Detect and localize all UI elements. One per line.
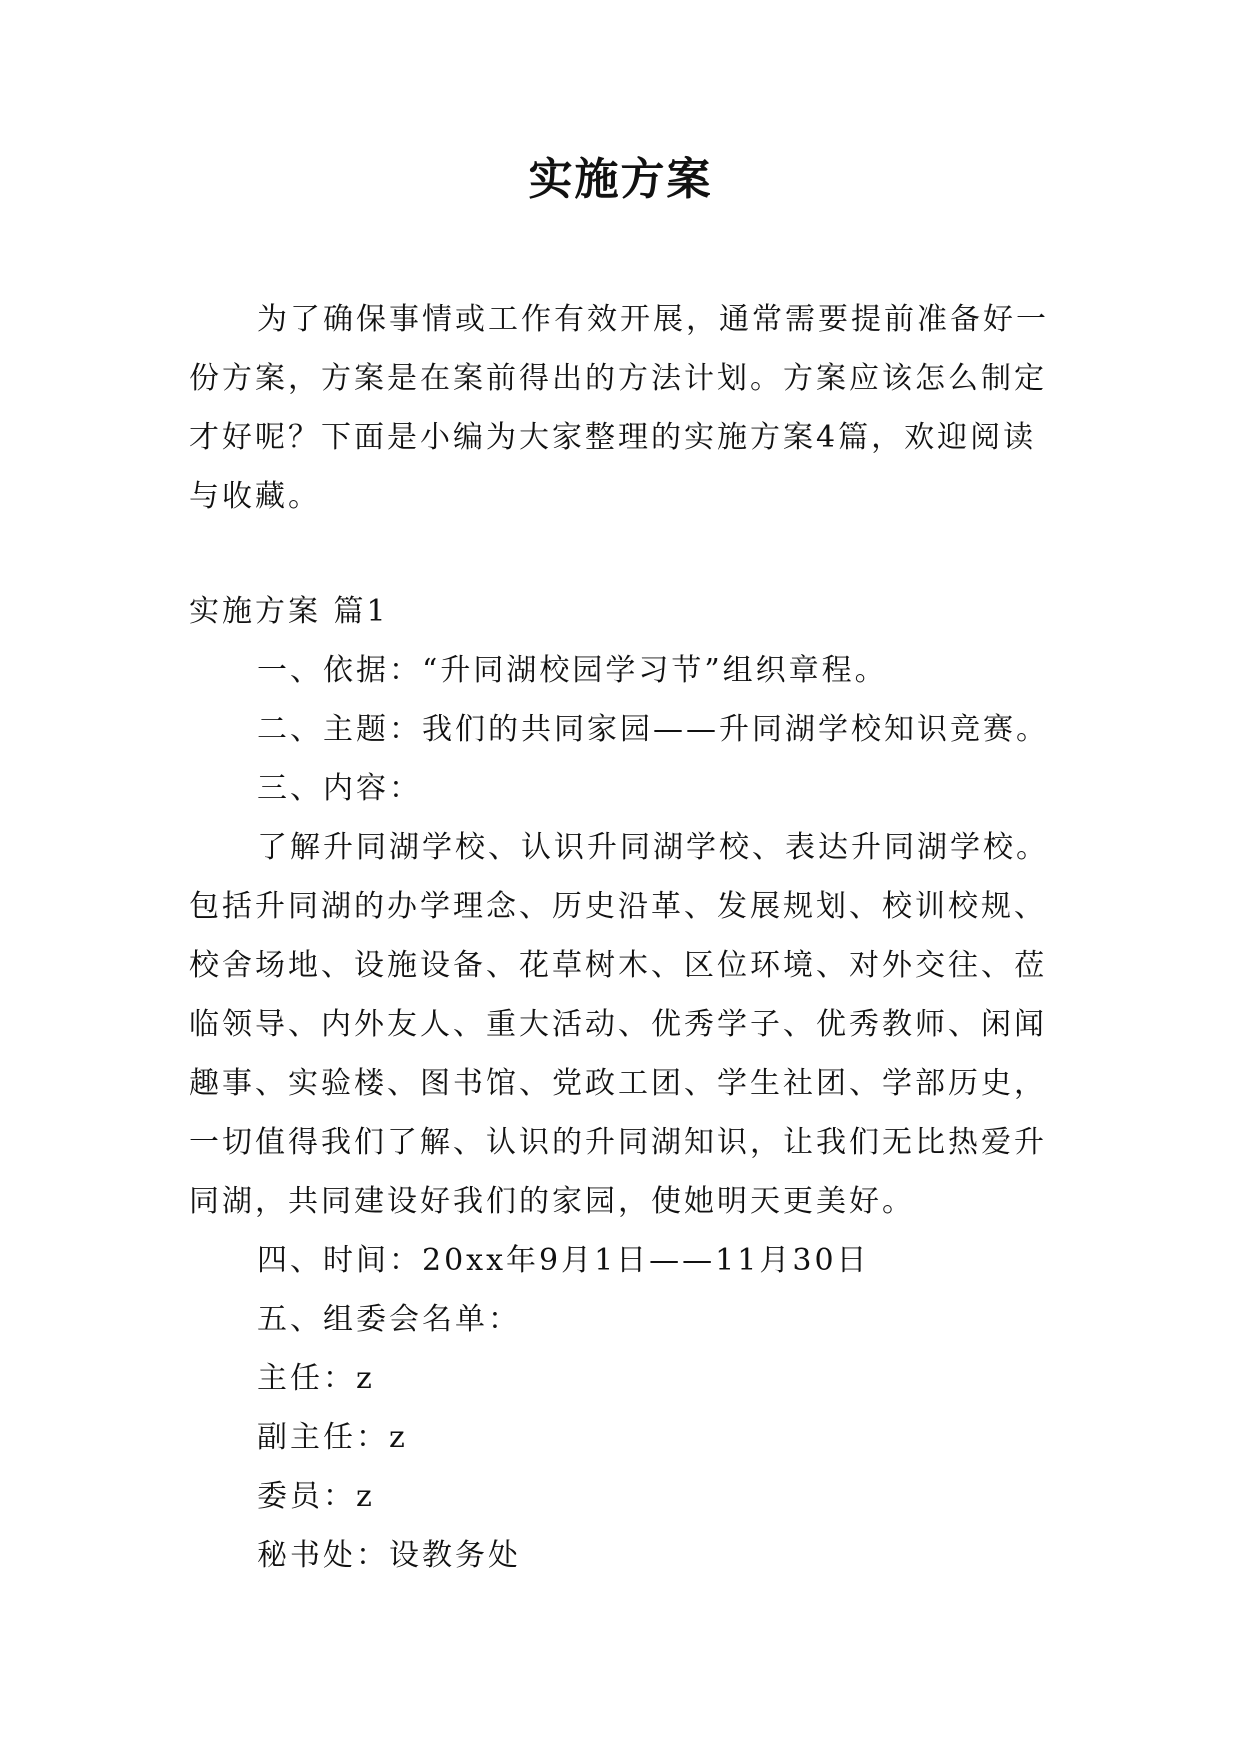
committee-heading: 五、组委会名单： <box>257 1302 521 1337</box>
document-title: 实施方案 <box>528 154 713 205</box>
committee-secretariat: 秘书处：设教务处 <box>257 1538 521 1573</box>
section-heading: 实施方案 篇1 <box>189 594 389 629</box>
item-content-heading: 三、内容： <box>257 771 422 806</box>
committee-director: 主任：z <box>257 1361 375 1396</box>
intro-paragraph: 为了确保事情或工作有效开展，通常需要提前准备好一份方案，方案是在案前得出的方法计划。方案应该怎么制定才好呢？下面是小编为大家整理的实施方案4篇，欢迎阅读与收藏。 <box>189 302 1049 514</box>
committee-deputy-director: 副主任：z <box>257 1420 408 1455</box>
committee-members: 委员：z <box>257 1479 375 1514</box>
content-paragraph: 了解升同湖学校、认识升同湖学校、表达升同湖学校。包括升同湖的办学理念、历史沿革、发展规划、校训校规、校舍场地、设施设备、花草树木、区位环境、对外交往、莅临领导、内外友人、重大活动、优秀学子、优秀教师、闲闻趣事、实验楼、图书馆、党政工团、学生社团、学部历史，一切值得我们了解、认识的升同湖知识，让我们无比热爱升同湖，共同建设好我们的家园，使她明天更美好。 <box>189 830 1049 1219</box>
document-body <box>189 582 1069 1585</box>
item-basis: 一、依据：“升同湖校园学习节”组织章程。 <box>257 653 888 688</box>
item-theme: 二、主题：我们的共同家园——升同湖学校知识竞赛。 <box>257 712 1049 747</box>
item-time: 四、时间：20xx年9月1日——11月30日 <box>257 1243 870 1278</box>
